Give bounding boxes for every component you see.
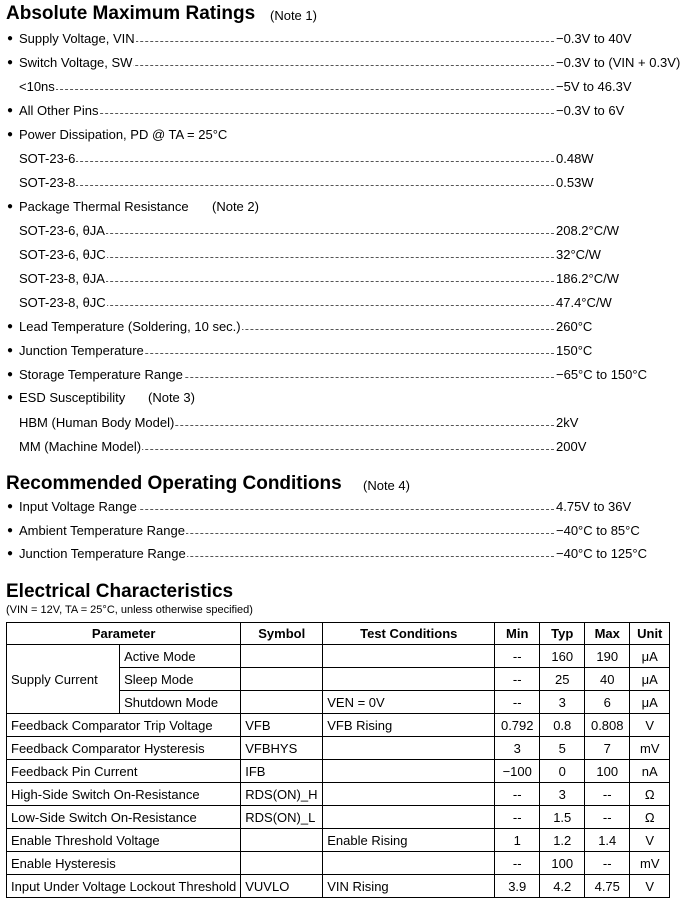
min-cell: -- bbox=[495, 691, 540, 714]
symbol-cell bbox=[241, 668, 323, 691]
rating-value: −0.3V to 6V bbox=[556, 103, 625, 118]
roc-note: (Note 4) bbox=[363, 478, 410, 493]
max-cell: -- bbox=[585, 852, 630, 875]
leader-dots bbox=[30, 113, 554, 114]
rating-label: Lead Temperature (Soldering, 10 sec.) bbox=[19, 319, 241, 334]
test-cell: Enable Rising bbox=[323, 829, 495, 852]
list-item bbox=[0, 223, 692, 243]
test-cell: VEN = 0V bbox=[323, 691, 495, 714]
mode-cell: Sleep Mode bbox=[120, 668, 241, 691]
max-cell: 7 bbox=[585, 737, 630, 760]
test-cell bbox=[323, 760, 495, 783]
max-cell: 1.4 bbox=[585, 829, 630, 852]
amr-title: Absolute Maximum Ratings bbox=[6, 3, 256, 24]
typ-cell: 160 bbox=[540, 645, 585, 668]
rating-value: 47.4°C/W bbox=[556, 295, 612, 310]
rating-label: HBM (Human Body Model) bbox=[19, 415, 175, 430]
list-item bbox=[0, 103, 692, 123]
min-cell: −100 bbox=[495, 760, 540, 783]
leader-dots bbox=[30, 233, 554, 234]
condition-value: −40°C to 125°C bbox=[556, 546, 647, 561]
leader-dots bbox=[30, 257, 554, 258]
rating-value: 0.53W bbox=[556, 175, 594, 190]
rating-label: MM (Machine Model) bbox=[19, 439, 142, 454]
condition-value: 4.75V to 36V bbox=[556, 499, 632, 514]
header-symbol: Symbol bbox=[241, 623, 323, 645]
rating-label: SOT-23-8 bbox=[19, 175, 76, 190]
symbol-cell: VFBHYS bbox=[241, 737, 323, 760]
max-cell: 100 bbox=[585, 760, 630, 783]
list-item bbox=[0, 319, 692, 339]
rating-value: −65°C to 150°C bbox=[556, 367, 647, 382]
table-row bbox=[7, 783, 670, 806]
bullet-icon: ● bbox=[7, 129, 14, 140]
bullet-icon: ● bbox=[7, 57, 14, 68]
parameter-cell: Enable Hysteresis bbox=[7, 852, 241, 875]
bullet-icon: ● bbox=[7, 345, 14, 356]
unit-cell: nA bbox=[630, 760, 670, 783]
test-cell bbox=[323, 783, 495, 806]
bullet-icon: ● bbox=[7, 33, 14, 44]
bullet-icon: ● bbox=[7, 525, 14, 536]
symbol-cell bbox=[241, 645, 323, 668]
bullet-icon: ● bbox=[7, 105, 14, 116]
typ-cell: 1.5 bbox=[540, 806, 585, 829]
parameter-cell: High-Side Switch On-Resistance bbox=[7, 783, 241, 806]
test-cell: VIN Rising bbox=[323, 875, 495, 898]
list-item bbox=[0, 439, 692, 459]
list-item bbox=[0, 247, 692, 267]
rating-value: 32°C/W bbox=[556, 247, 601, 262]
list-item bbox=[0, 175, 692, 195]
unit-cell: Ω bbox=[630, 806, 670, 829]
min-cell: 3.9 bbox=[495, 875, 540, 898]
max-cell: 190 bbox=[585, 645, 630, 668]
rating-value: 200V bbox=[556, 439, 587, 454]
symbol-cell: VUVLO bbox=[241, 875, 323, 898]
list-item bbox=[0, 546, 692, 566]
parameter-cell: Feedback Comparator Hysteresis bbox=[7, 737, 241, 760]
test-cell bbox=[323, 852, 495, 875]
rating-label: Supply Voltage, VIN bbox=[19, 31, 135, 46]
bullet-icon: ● bbox=[7, 501, 14, 512]
max-cell: -- bbox=[585, 783, 630, 806]
table-header-row bbox=[7, 623, 670, 645]
min-cell: -- bbox=[495, 645, 540, 668]
leader-dots bbox=[30, 281, 554, 282]
symbol-cell: VFB bbox=[241, 714, 323, 737]
list-item bbox=[0, 390, 692, 410]
unit-cell: Ω bbox=[630, 783, 670, 806]
leader-dots bbox=[30, 161, 554, 162]
typ-cell: 4.2 bbox=[540, 875, 585, 898]
rating-label: SOT-23-6, θJA bbox=[19, 223, 105, 238]
list-item bbox=[0, 367, 692, 387]
list-item bbox=[0, 127, 692, 147]
unit-cell: mV bbox=[630, 852, 670, 875]
table-row bbox=[7, 829, 670, 852]
ec-conditions: (VIN = 12V, TA = 25°C, unless otherwise specified) bbox=[6, 604, 253, 616]
typ-cell: 1.2 bbox=[540, 829, 585, 852]
typ-cell: 25 bbox=[540, 668, 585, 691]
header-test: Test Conditions bbox=[323, 623, 495, 645]
rating-value: 2kV bbox=[556, 415, 579, 430]
rating-label: Power Dissipation, PD @ TA = 25°C bbox=[19, 127, 228, 142]
leader-dots bbox=[30, 89, 554, 90]
typ-cell: 0 bbox=[540, 760, 585, 783]
typ-cell: 3 bbox=[540, 783, 585, 806]
amr-note: (Note 1) bbox=[270, 8, 317, 23]
header-parameter: Parameter bbox=[7, 623, 241, 645]
parameter-cell: Input Under Voltage Lockout Threshold bbox=[7, 875, 241, 898]
typ-cell: 0.8 bbox=[540, 714, 585, 737]
unit-cell: μA bbox=[630, 645, 670, 668]
ec-title: Electrical Characteristics bbox=[6, 581, 234, 602]
rating-label: ESD Susceptibility bbox=[19, 390, 126, 405]
bullet-icon: ● bbox=[7, 321, 14, 332]
rating-label: Switch Voltage, SW bbox=[19, 55, 133, 70]
unit-cell: V bbox=[630, 875, 670, 898]
unit-cell: μA bbox=[630, 691, 670, 714]
rating-label: Storage Temperature Range bbox=[19, 367, 183, 382]
bullet-icon: ● bbox=[7, 369, 14, 380]
unit-cell: μA bbox=[630, 668, 670, 691]
unit-cell: mV bbox=[630, 737, 670, 760]
table-row bbox=[7, 852, 670, 875]
leader-dots bbox=[30, 185, 554, 186]
min-cell: 1 bbox=[495, 829, 540, 852]
max-cell: 4.75 bbox=[585, 875, 630, 898]
test-cell bbox=[323, 645, 495, 668]
symbol-cell bbox=[241, 852, 323, 875]
min-cell: -- bbox=[495, 783, 540, 806]
rating-note: (Note 3) bbox=[148, 390, 195, 405]
rating-label: SOT-23-6, θJC bbox=[19, 247, 106, 262]
condition-label: Input Voltage Range bbox=[19, 499, 137, 514]
rating-label: Package Thermal Resistance bbox=[19, 199, 189, 214]
test-cell: VFB Rising bbox=[323, 714, 495, 737]
max-cell: -- bbox=[585, 806, 630, 829]
table-row bbox=[7, 760, 670, 783]
rating-note: (Note 2) bbox=[212, 199, 259, 214]
rating-value: 150°C bbox=[556, 343, 593, 358]
symbol-cell: IFB bbox=[241, 760, 323, 783]
bullet-icon: ● bbox=[7, 392, 14, 403]
list-item bbox=[0, 151, 692, 171]
table-row bbox=[7, 645, 670, 668]
rating-label: SOT-23-6 bbox=[19, 151, 76, 166]
test-cell bbox=[323, 668, 495, 691]
typ-cell: 3 bbox=[540, 691, 585, 714]
min-cell: -- bbox=[495, 806, 540, 829]
table-row bbox=[7, 806, 670, 829]
rating-value: 208.2°C/W bbox=[556, 223, 620, 238]
min-cell: -- bbox=[495, 668, 540, 691]
condition-label: Ambient Temperature Range bbox=[19, 523, 185, 538]
test-cell bbox=[323, 737, 495, 760]
rating-label: All Other Pins bbox=[19, 103, 99, 118]
leader-dots bbox=[30, 305, 554, 306]
min-cell: 3 bbox=[495, 737, 540, 760]
header-typ: Typ bbox=[540, 623, 585, 645]
list-item bbox=[0, 415, 692, 435]
max-cell: 40 bbox=[585, 668, 630, 691]
rating-label: Junction Temperature bbox=[19, 343, 144, 358]
typ-cell: 5 bbox=[540, 737, 585, 760]
electrical-characteristics-table bbox=[6, 622, 670, 898]
list-item bbox=[0, 79, 692, 99]
rating-label: SOT-23-8, θJA bbox=[19, 271, 105, 286]
max-cell: 0.808 bbox=[585, 714, 630, 737]
list-item bbox=[0, 31, 692, 51]
list-item bbox=[0, 295, 692, 315]
mode-cell: Shutdown Mode bbox=[120, 691, 241, 714]
table-row bbox=[7, 875, 670, 898]
rating-label: SOT-23-8, θJC bbox=[19, 295, 106, 310]
list-item bbox=[0, 199, 692, 219]
rating-value: −5V to 46.3V bbox=[556, 79, 632, 94]
rating-value: 0.48W bbox=[556, 151, 594, 166]
symbol-cell: RDS(ON)_H bbox=[241, 783, 323, 806]
symbol-cell bbox=[241, 829, 323, 852]
min-cell: -- bbox=[495, 852, 540, 875]
parameter-cell: Low-Side Switch On-Resistance bbox=[7, 806, 241, 829]
max-cell: 6 bbox=[585, 691, 630, 714]
rating-value: −0.3V to 40V bbox=[556, 31, 632, 46]
table-row bbox=[7, 714, 670, 737]
condition-value: −40°C to 85°C bbox=[556, 523, 640, 538]
roc-title: Recommended Operating Conditions bbox=[6, 473, 342, 494]
list-item bbox=[0, 343, 692, 363]
bullet-icon: ● bbox=[7, 201, 14, 212]
list-item bbox=[0, 55, 692, 75]
min-cell: 0.792 bbox=[495, 714, 540, 737]
symbol-cell: RDS(ON)_L bbox=[241, 806, 323, 829]
typ-cell: 100 bbox=[540, 852, 585, 875]
condition-label: Junction Temperature Range bbox=[19, 546, 186, 561]
unit-cell: V bbox=[630, 829, 670, 852]
list-item bbox=[0, 271, 692, 291]
table-row bbox=[7, 737, 670, 760]
rating-value: 186.2°C/W bbox=[556, 271, 620, 286]
rating-value: −0.3V to (VIN + 0.3V) bbox=[556, 55, 681, 70]
list-item bbox=[0, 523, 692, 543]
rating-value: 260°C bbox=[556, 319, 593, 334]
header-max: Max bbox=[585, 623, 630, 645]
supply-current-label: Supply Current bbox=[7, 645, 120, 714]
symbol-cell bbox=[241, 691, 323, 714]
bullet-icon: ● bbox=[7, 548, 14, 559]
header-unit: Unit bbox=[630, 623, 670, 645]
header-min: Min bbox=[495, 623, 540, 645]
parameter-cell: Feedback Pin Current bbox=[7, 760, 241, 783]
test-cell bbox=[323, 806, 495, 829]
unit-cell: V bbox=[630, 714, 670, 737]
parameter-cell: Feedback Comparator Trip Voltage bbox=[7, 714, 241, 737]
rating-label: <10ns bbox=[19, 79, 55, 94]
parameter-cell: Enable Threshold Voltage bbox=[7, 829, 241, 852]
mode-cell: Active Mode bbox=[120, 645, 241, 668]
list-item bbox=[0, 499, 692, 519]
